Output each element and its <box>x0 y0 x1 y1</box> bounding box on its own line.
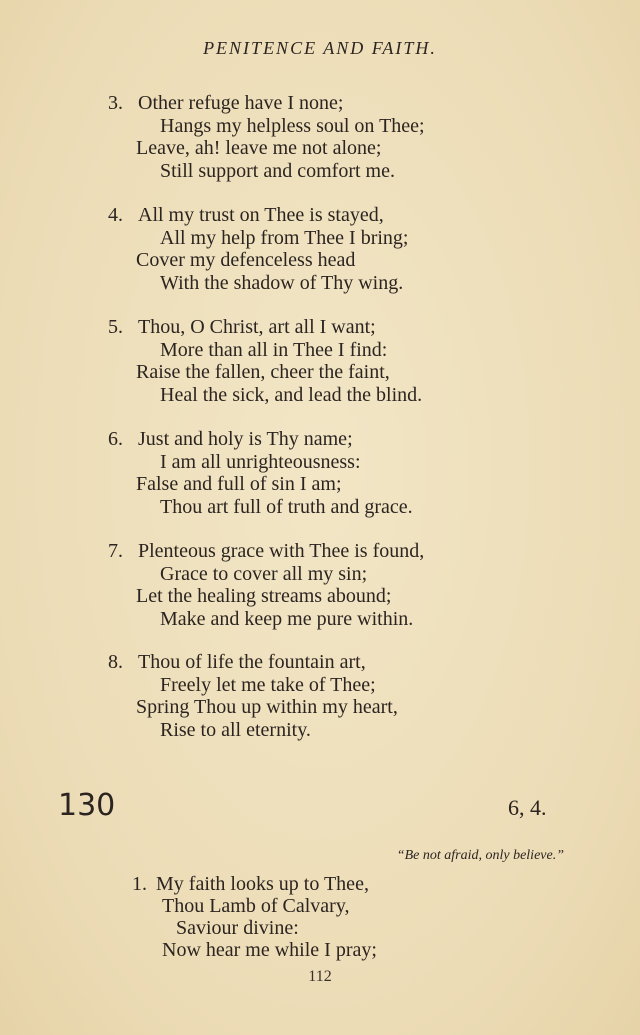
verse-5 <box>108 316 422 406</box>
verse-line: 4. All my trust on Thee is stayed, <box>108 204 384 226</box>
verse-line: 1. My faith looks up to Thee, <box>132 873 369 895</box>
verse-line: Hangs my helpless soul on Thee; <box>160 114 425 137</box>
verse-line: Freely let me take of Thee; <box>160 673 376 696</box>
verse-line: More than all in Thee I find: <box>160 338 388 361</box>
hymn-130-verse-1 <box>132 873 377 961</box>
verse-line: I am all unrighteousness: <box>160 450 361 473</box>
verse-line: Spring Thou up within my heart, <box>136 696 398 718</box>
hymn-meter: 6, 4. <box>508 795 547 820</box>
verse-line: 3. Other refuge have I none; <box>108 92 344 114</box>
verse-line: Thou Lamb of Calvary, <box>162 895 350 917</box>
verse-line: Saviour divine: <box>176 917 299 939</box>
verse-7 <box>108 540 424 630</box>
verse-line: False and full of sin I am; <box>136 473 342 495</box>
page-number: 112 <box>308 968 332 985</box>
verse-line: All my help from Thee I bring; <box>160 226 409 249</box>
verse-line: Now hear me while I pray; <box>162 939 377 961</box>
verse-8 <box>108 651 398 741</box>
verse-line: Leave, ah! leave me not alone; <box>136 137 382 159</box>
verse-line: Raise the fallen, cheer the faint, <box>136 361 390 383</box>
verse-line: Heal the sick, and lead the blind. <box>160 383 423 406</box>
verse-number: 5. <box>108 316 123 338</box>
verse-line: 6. Just and holy is Thy name; <box>108 428 353 450</box>
verse-line: With the shadow of Thy wing. <box>160 271 404 294</box>
verse-line: Grace to cover all my sin; <box>160 562 368 585</box>
running-head: PENITENCE AND FAITH. <box>203 38 437 58</box>
verse-line: Let the healing streams abound; <box>136 585 392 607</box>
verse-line: 7. Plenteous grace with Thee is found, <box>108 540 425 562</box>
verse-number: 4. <box>108 204 123 226</box>
verse-number: 7. <box>108 540 123 562</box>
verse-number: 8. <box>108 651 123 673</box>
verse-6 <box>108 428 413 518</box>
verse-number: 1. <box>132 873 147 895</box>
verse-line: 8. Thou of life the fountain art, <box>108 651 366 673</box>
verse-line: Cover my defenceless head <box>136 249 356 271</box>
verse-number: 3. <box>108 92 123 114</box>
hymn-number: 130 <box>58 788 116 823</box>
verse-line: 5. Thou, O Christ, art all I want; <box>108 316 376 338</box>
verse-4 <box>108 204 408 294</box>
verse-3 <box>108 92 425 182</box>
verse-number: 6. <box>108 428 123 450</box>
verse-line: Make and keep me pure within. <box>160 607 414 630</box>
verse-line: Thou art full of truth and grace. <box>160 495 413 518</box>
verse-line: Still support and comfort me. <box>160 159 395 182</box>
verse-line: Rise to all eternity. <box>160 718 311 741</box>
hymn-epigraph: “Be not afraid, only believe.” <box>396 848 564 863</box>
